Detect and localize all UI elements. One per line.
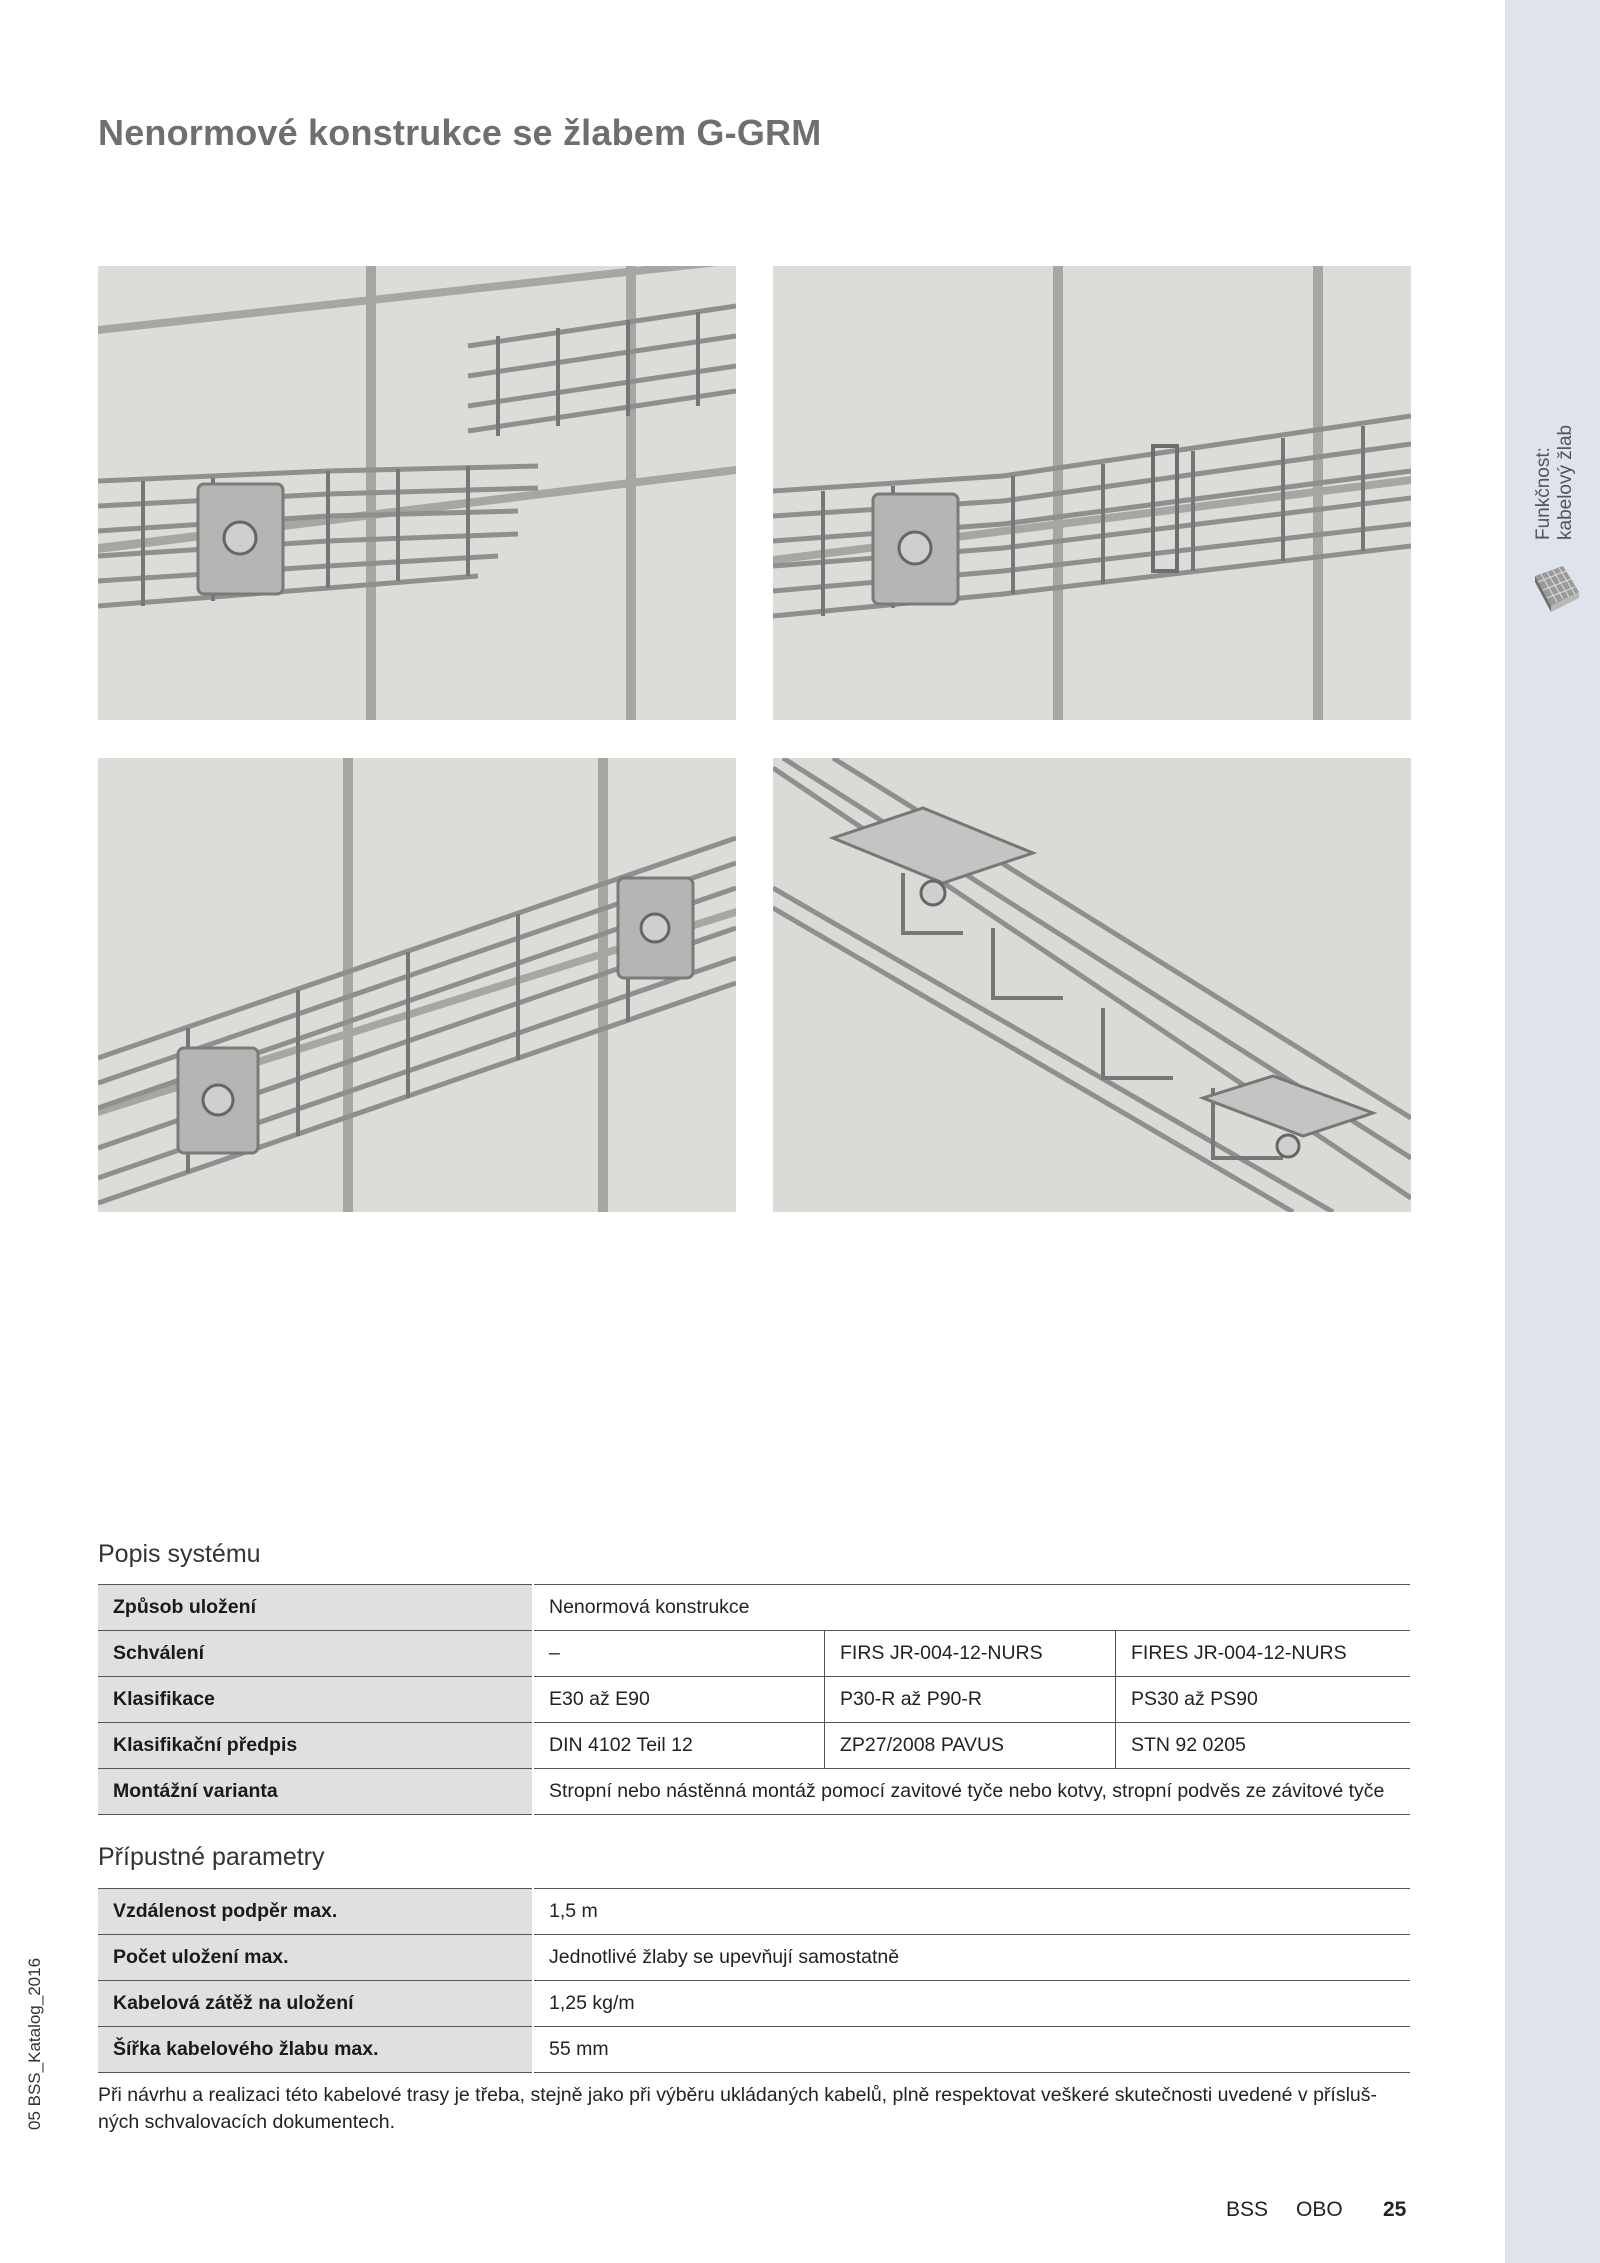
row-value: 55 mm: [533, 2027, 1410, 2073]
parameters-table: [98, 1888, 1410, 2073]
side-tab-label: [1533, 280, 1577, 540]
row-value: FIRS JR-004-12-NURS: [825, 1631, 1116, 1677]
row-value: E30 až E90: [533, 1677, 825, 1723]
row-value: FIRES JR-004-12-NURS: [1116, 1631, 1411, 1677]
table-row: [98, 2027, 1410, 2073]
catalog-code: 05 BSS_Katalog_2016: [25, 1957, 44, 2130]
row-label: Schválení: [98, 1631, 533, 1677]
table-row: [98, 1585, 1410, 1631]
page-title: Nenormové konstrukce se žlabem G-GRM: [98, 112, 822, 153]
table-row: [98, 1981, 1410, 2027]
table-row: [98, 1723, 1410, 1769]
row-value: Jednotlivé žlaby se upevňují samostatně: [533, 1935, 1410, 1981]
row-value: DIN 4102 Teil 12: [533, 1723, 825, 1769]
system-description-table: [98, 1584, 1410, 1815]
row-value: 1,25 kg/m: [533, 1981, 1410, 2027]
footer-brand-bss: BSS: [1226, 2198, 1269, 2221]
table-row: [98, 1631, 1410, 1677]
ceiling-mounted-wire-tray-photo: [773, 758, 1411, 1212]
row-label: Způsob uložení: [98, 1585, 533, 1631]
page-number: 25: [1383, 2198, 1407, 2221]
popis-heading: Popis systému: [98, 1540, 261, 1568]
side-tab-line1: Funkčnost:: [1533, 447, 1554, 540]
row-label: Vzdálenost podpěr max.: [98, 1889, 533, 1935]
table-row: [98, 1935, 1410, 1981]
side-tab-line2: kabelový žlab: [1555, 424, 1576, 540]
row-value: ZP27/2008 PAVUS: [825, 1723, 1116, 1769]
wall-mounted-wire-tray-photo: [98, 266, 736, 720]
wall-mounted-wire-tray-diagonal-photo: [98, 758, 736, 1212]
row-label: Počet uložení max.: [98, 1935, 533, 1981]
row-value: P30-R až P90-R: [825, 1677, 1116, 1723]
table-row: [98, 1677, 1410, 1723]
footer-brand-obo: OBO: [1296, 2198, 1343, 2221]
row-value: –: [533, 1631, 825, 1677]
row-label: Kabelová zátěž na uložení: [98, 1981, 533, 2027]
row-label: Montážní varianta: [98, 1769, 533, 1815]
cable-tray-icon: [1533, 562, 1581, 614]
row-label: Klasifikační předpis: [98, 1723, 533, 1769]
row-label: Klasifikace: [98, 1677, 533, 1723]
row-value: 1,5 m: [533, 1889, 1410, 1935]
footnote: Při návrhu a realizaci této kabelové trasy je třeba, stejně jako při výběru ukládaných kabelů, plně respektovat veškeré skutečnosti uvedené v přísluš- ných schvalovacích dokumentech.: [98, 2084, 1378, 2133]
row-value: STN 92 0205: [1116, 1723, 1411, 1769]
table-row: [98, 1769, 1410, 1815]
table-row: [98, 1889, 1410, 1935]
row-value: PS30 až PS90: [1116, 1677, 1411, 1723]
parametry-heading: Přípustné parametry: [98, 1843, 325, 1871]
row-label: Šířka kabelového žlabu max.: [98, 2027, 533, 2073]
row-value: Nenormová konstrukce: [533, 1585, 1410, 1631]
wall-mounted-wire-tray-joint-photo: [773, 266, 1411, 720]
row-value: Stropní nebo nástěnná montáž pomocí zavitové tyče nebo kotvy, stropní podvěs ze závitové tyče: [533, 1769, 1410, 1815]
